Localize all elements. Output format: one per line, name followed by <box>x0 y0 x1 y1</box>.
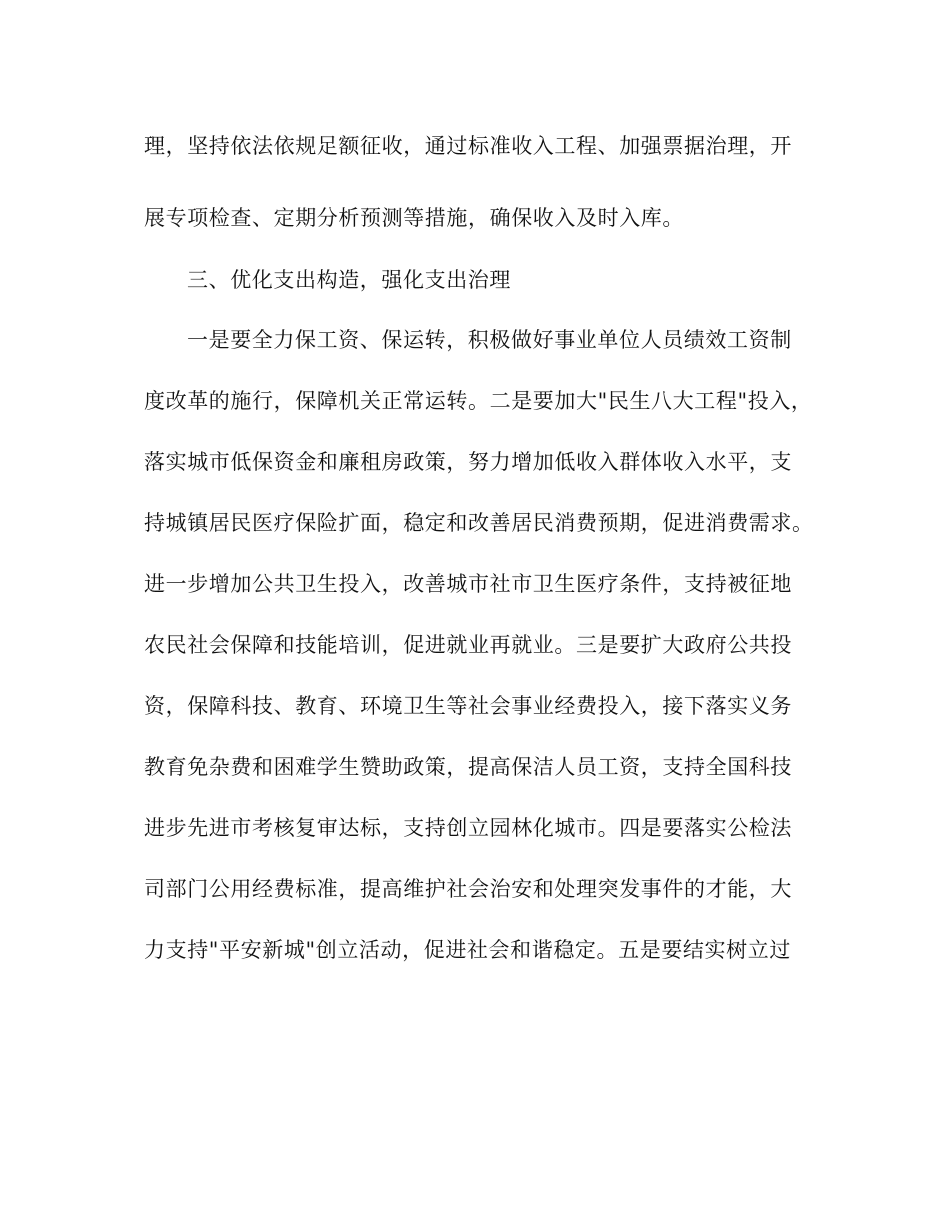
text-line: 农民社会保障和技能培训，促进就业再就业。三是要扩大政府公共投 <box>144 633 792 657</box>
text-line: 理，坚持依法依规足额征收，通过标准收入工程、加强票据治理，开 <box>144 134 792 158</box>
text-line: 进一步增加公共卫生投入，改善城市社市卫生医疗条件，支持被征地 <box>144 572 792 596</box>
section-heading: 三、优化支出构造，强化支出治理 <box>187 268 511 292</box>
text-line: 教育免杂费和困难学生赞助政策，提高保洁人员工资，支持全国科技 <box>144 755 792 779</box>
text-line: 力支持"平安新城"创立活动，促进社会和谐稳定。五是要结实树立过 <box>144 938 791 962</box>
text-line: 进步先进市考核复审达标，支持创立园林化城市。四是要落实公检法 <box>144 816 792 840</box>
text-line: 落实城市低保资金和廉租房政策，努力增加低收入群体收入水平，支 <box>144 450 792 474</box>
text-line: 度改革的施行，保障机关正常运转。二是要加大"民生八大工程"投入， <box>144 389 813 413</box>
text-line: 司部门公用经费标准，提高维护社会治安和处理突发事件的才能，大 <box>144 877 792 901</box>
text-line: 持城镇居民医疗保险扩面，稳定和改善居民消费预期，促进消费需求。 <box>144 511 814 535</box>
text-line: 展专项检查、定期分析预测等措施，确保收入及时入库。 <box>144 206 684 230</box>
text-line: 一是要全力保工资、保运转，积极做好事业单位人员绩效工资制 <box>187 328 792 352</box>
text-line: 资，保障科技、教育、环境卫生等社会事业经费投入，接下落实义务 <box>144 694 792 718</box>
